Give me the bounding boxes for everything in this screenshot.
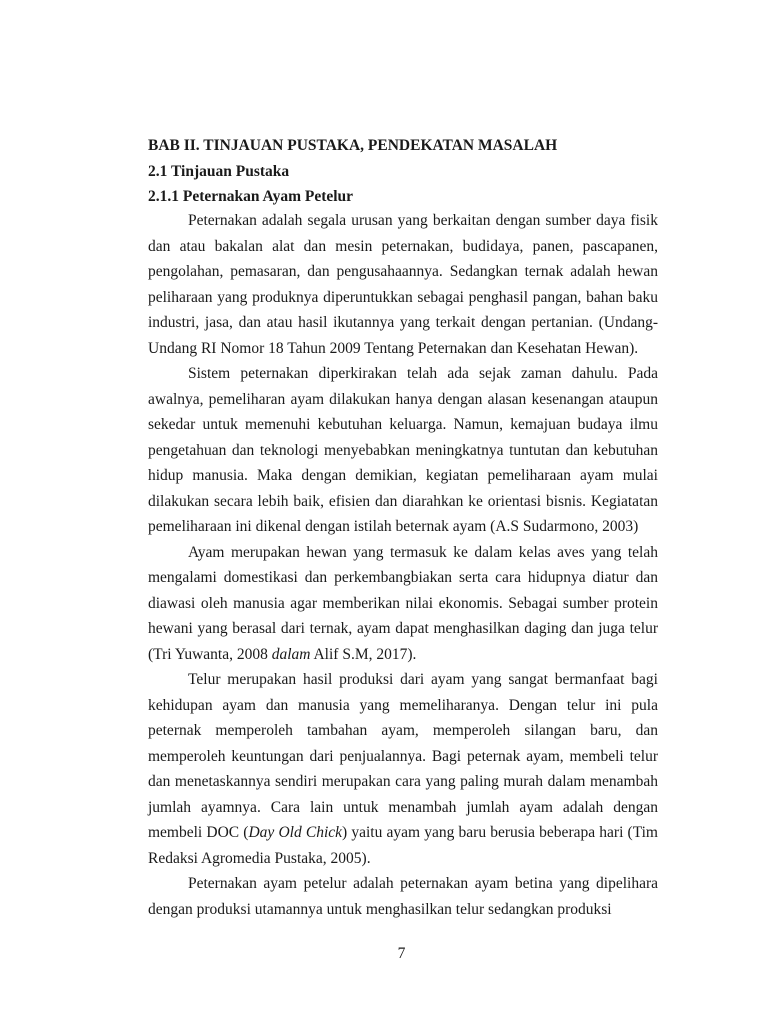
subsection-title: 2.1.1 Peternakan Ayam Petelur (148, 188, 354, 205)
paragraph-text: ) yaitu ayam yang baru berusia beberapa hari (Tim Redaksi Agromedia Pustaka, 2005). (148, 824, 658, 867)
paragraph-text: Ayam merupakan hewan yang termasuk ke dalam kelas aves yang telah mengalami domestikasi dan perkembangbiakan serta cara hidupnya diatur dan diawasi oleh manusia agar memberikan nilai ekonomis. Sebagai sumber protein hewani yang berasal dari ternak, ayam dapat menghasilkan daging dan juga telur (Tri Yuwanta, 2008 (148, 543, 658, 663)
paragraph: Peternakan adalah segala urusan yang berkaitan dengan sumber daya fisik dan atau bakalan alat dan mesin peternakan, budidaya, panen, pascapanen, pengolahan, pemasaran, dan pengusahaannya. Sedangkan ternak adalah hewan peliharaan yang produknya diperuntukkan sebagai penghasil pangan, bahan baku industri, jasa, dan atau hasil ikutannya yang terkait dengan pertanian. (Undang-Undang RI Nomor 18 Tahun 2009 Tentang Peternakan dan Kesehatan Hewan). (148, 212, 658, 357)
paragraph (148, 540, 658, 668)
paragraph (148, 871, 658, 922)
italic-term: dalam (271, 645, 311, 663)
italic-term: Day Old Chick (248, 824, 343, 841)
section-title: 2.1 Tinjauan Pustaka (148, 163, 290, 180)
paragraph-text: Telur merupakan hasil produksi dari ayam yang sangat bermanfaat bagi kehidupan ayam dan manusia yang memeliharanya. Dengan telur ini pula peternak memperoleh tambahan ayam, memperoleh silangan baru, dan memperoleh keuntungan dari penjualannya. Bagi peternak ayam, membeli telur dan menetaskannya sendiri merupakan cara yang paling murah dalam menambah jumlah ayamnya. Cara lain untuk menambah jumlah ayam adalah dengan membeli DOC ( (148, 671, 658, 841)
paragraph (148, 361, 658, 540)
paragraph-text: Alif S.M, 2017). (310, 645, 417, 663)
chapter-title: BAB II. TINJAUAN PUSTAKA, PENDEKATAN MASALAH (148, 137, 558, 154)
paragraph (148, 667, 658, 871)
page-number: 7 (397, 945, 406, 962)
body-text (148, 208, 658, 922)
paragraph-text: Sistem peternakan diperkirakan telah ada sejak zaman dahulu. Pada awalnya, pemeliharan ayam dilakukan hanya dengan alasan kesenangan ataupun sekedar untuk memenuhi kebutuhan keluarga. Namun, kemajuan budaya ilmu pengetahuan dan teknologi menyebabkan meningkatnya tuntutan dan kebutuhan hidup manusia. Maka dengan demikian, kegiatan pemeliharaan ayam mulai dilakukan secara lebih baik, efisien dan diarahkan ke orientasi bisnis. Kegiatatan pemeliharaan ini dikenal dengan istilah beternak ayam (A.S Sudarmono, 2003) (148, 365, 658, 535)
paragraph-text: Peternakan ayam petelur adalah peternakan ayam betina yang dipelihara dengan produksi utamannya untuk menghasilkan telur sedangkan produksi (148, 875, 658, 918)
